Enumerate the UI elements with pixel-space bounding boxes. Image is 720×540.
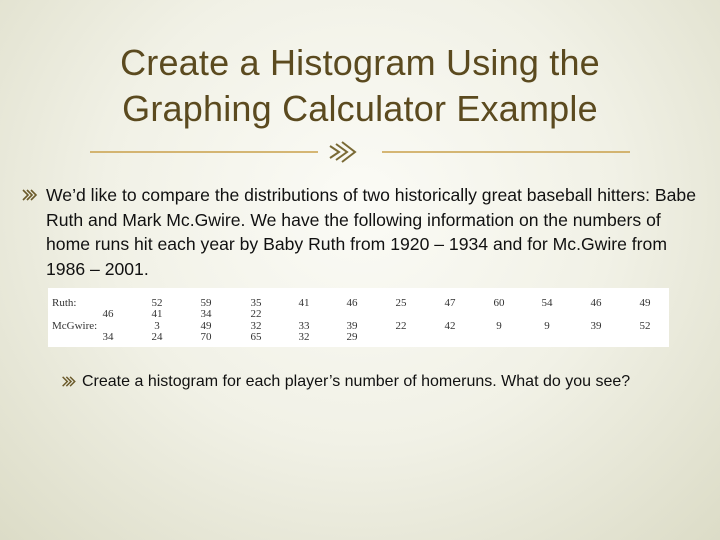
table-cell: 46 — [590, 297, 602, 309]
table-cell: 35 — [250, 297, 262, 309]
home-runs-table — [48, 288, 669, 347]
title-divider — [90, 140, 630, 164]
table-cell: 9 — [544, 320, 550, 332]
table-cell: 65 — [250, 331, 262, 343]
table-cell: 41 — [298, 297, 310, 309]
table-cell: 29 — [346, 331, 358, 343]
title-line-1: Create a Histogram Using the — [120, 42, 600, 83]
table-cell: 52 — [151, 297, 163, 309]
ruth-label: Ruth: — [52, 297, 77, 309]
bullet-arrow-icon — [60, 375, 82, 388]
table-cell: 47 — [444, 297, 456, 309]
table-cell: 34 — [200, 308, 212, 320]
table-cell: 33 — [298, 320, 310, 332]
table-cell: 60 — [493, 297, 505, 309]
table-cell: 49 — [200, 320, 212, 332]
table-cell: 46 — [102, 308, 114, 320]
table-cell: 46 — [346, 297, 358, 309]
table-cell: 42 — [444, 320, 456, 332]
bullet-task-text: Create a histogram for each player’s number of homeruns. What do you see? — [82, 373, 631, 390]
bullet-task — [60, 371, 710, 393]
table-cell: 54 — [541, 297, 553, 309]
table-cell: 70 — [200, 331, 212, 343]
table-cell: 59 — [200, 297, 212, 309]
bullet-intro — [18, 183, 708, 281]
table-cell: 25 — [395, 297, 407, 309]
table-cell: 22 — [250, 308, 262, 320]
table-cell: 22 — [395, 320, 407, 332]
table-cell: 49 — [639, 297, 651, 309]
table-cell: 39 — [346, 320, 358, 332]
mcgwire-label: McGwire: — [52, 320, 98, 332]
divider-arrow-icon — [330, 142, 355, 162]
bullet-arrow-icon — [18, 188, 46, 202]
table-cell: 24 — [151, 331, 163, 343]
table-cell: 3 — [154, 320, 160, 332]
table-cell: 34 — [102, 331, 114, 343]
table-cell: 9 — [496, 320, 502, 332]
table-cell: 52 — [639, 320, 651, 332]
slide-title — [60, 40, 660, 132]
table-cell: 32 — [298, 331, 310, 343]
title-line-2: Graphing Calculator Example — [122, 88, 598, 129]
table-cell: 39 — [590, 320, 602, 332]
bullet-intro-text: We’d like to compare the distributions of two historically great baseball hitters: Babe Ruth and Mark Mc.Gwire. We have the following information on the numbers of home runs hit each year by Baby Ruth from 1920 – 1934 and for Mc.Gwire from 1986 – 2001. — [46, 185, 696, 279]
table-cell: 41 — [151, 308, 163, 320]
table-cell: 32 — [250, 320, 262, 332]
